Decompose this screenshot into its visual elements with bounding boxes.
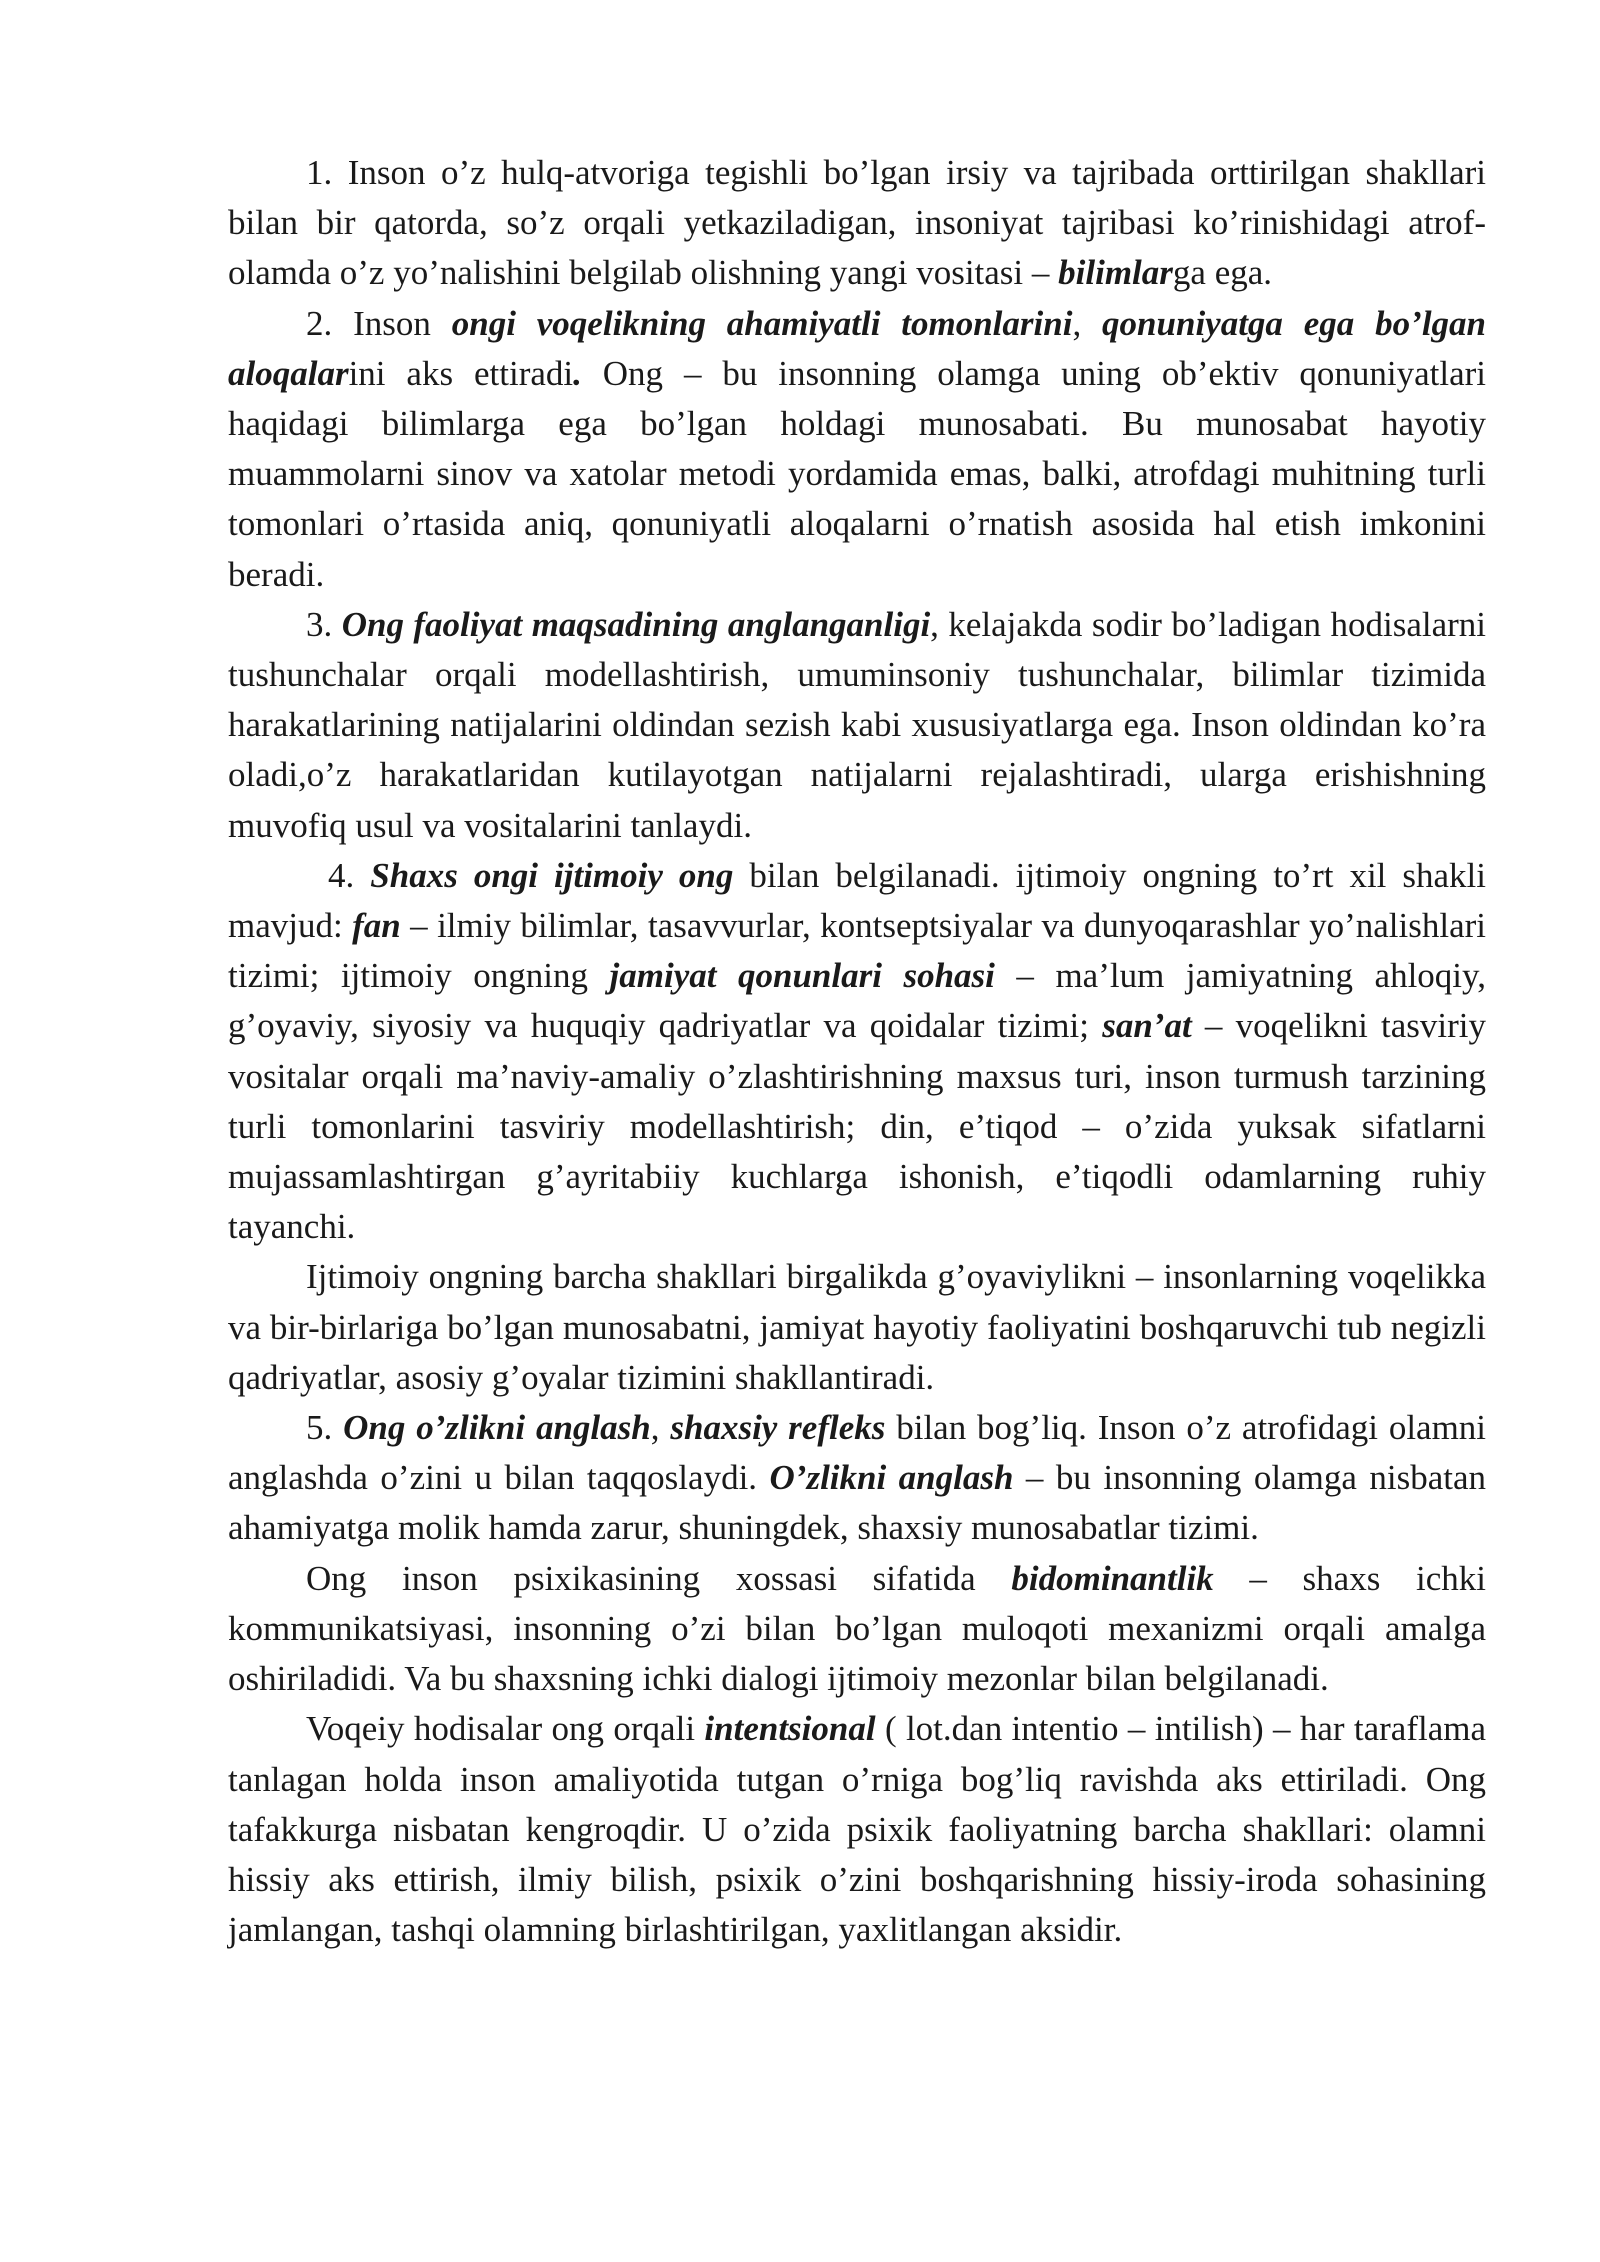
text-segment: 3. (306, 604, 342, 644)
text-segment: ( lot.dan intentio – intilish) – har taraflama tanlagan holda inson amaliyotida tutgan o’rniga bog’liq ravishda aks ettiriladi. Ong tafakkurga nisbatan kengroqdir. U o’zida psixik faoliyatning barcha shakllari: olamni hissiy aks ettirish, ilmiy bilish, psixik o’zini boshqarishning hissiy-iroda sohasining jamlangan, tashqi olamning birlashtirilgan, yaxlitlangan aksidir. (228, 1709, 1486, 1950)
text-segment: bilan belgilanadi. ijtimoiy ongning to’rt xil shakli mavjud: (228, 855, 1487, 946)
paragraph-1 (228, 148, 1486, 299)
emphasis-term: bilimlar (1058, 253, 1173, 293)
paragraph-4 (228, 851, 1486, 1253)
paragraph-6 (228, 1403, 1486, 1554)
paragraph-5 (228, 1252, 1486, 1403)
emphasis-term: . (573, 353, 582, 393)
text-segment: , (650, 1408, 671, 1448)
emphasis-term: jamiyat qonunlari sohasi (609, 956, 995, 996)
text-segment: bilan bog’liq. Inson o’z atrofidagi olamni anglashda o’zini u bilan taqqoslaydi. (228, 1408, 1487, 1498)
text-segment: , (1072, 303, 1103, 343)
text-segment: 5. (306, 1408, 344, 1448)
text-segment: 2. Inson (306, 303, 452, 343)
text-segment: – ilmiy bilimlar, tasavvurlar, kontseptsiyalar va dunyoqarashlar yo’nalishlari tizimi; ijtimoiy ongning (228, 906, 1486, 996)
emphasis-term: san’at (1102, 1006, 1192, 1046)
emphasis-term: intentsional (704, 1709, 876, 1749)
emphasis-term: O’zlikni anglash (769, 1458, 1014, 1498)
text-segment: 4. (328, 855, 371, 895)
emphasis-term: qonuniyatga ega bo’lgan aloqalar (228, 303, 1487, 393)
text-segment: – voqelikni tasviriy vositalar orqali ma’naviy-amaliy o’zlashtirishning maxsus turi, inson turmush tarzining turli tomonlarini tasviriy modellashtirish; din, e’tiqod – o’zida yuksak sifatlarni mujassamlashtirgan g’ayritabiiy kuchlarga ishonish, e’tiqodli odamlarning ruhiy tayanchi. (228, 1006, 1486, 1247)
text-segment: Ijtimoiy ongning barcha shakllari birgalikda g’oyaviylikni – insonlarning voqelikka va bir-birlariga bo’lgan munosabatni, jamiyat hayotiy faoliyatini boshqaruvchi tub negizli qadriyatlar, asosiy g’oyalar tizimini shakllantiradi. (228, 1257, 1486, 1397)
emphasis-term: Ong faoliyat maqsadining anglanganligi (341, 604, 931, 644)
emphasis-term: bidominantlik (1011, 1558, 1214, 1598)
paragraph-3 (228, 600, 1486, 851)
emphasis-term: Shaxs ongi ijtimoiy ong (370, 855, 734, 895)
emphasis-term: ongi voqelikning ahamiyatli tomonlarini (451, 303, 1073, 343)
paragraph-8 (228, 1704, 1486, 1955)
paragraph-7 (228, 1554, 1486, 1705)
emphasis-term: Ong o’zlikni anglash (343, 1408, 651, 1448)
text-segment: – shaxs ichki kommunikatsiyasi, insonning o’zi bilan bo’lgan muloqoti mexanizmi orqali amalga oshiriladidi. Va bu shaxsning ichki dialogi ijtimoiy mezonlar bilan belgilanadi. (228, 1558, 1486, 1699)
text-segment: – bu insonning olamga nisbatan ahamiyatga molik hamda zarur, shuningdek, shaxsiy munosabatlar tizimi. (228, 1458, 1487, 1548)
text-segment: ga ega. (1172, 253, 1273, 293)
paragraph-2 (228, 299, 1486, 600)
text-segment: ini aks ettiradi (348, 353, 574, 393)
text-segment: Voqeiy hodisalar ong orqali (306, 1709, 705, 1749)
document-page (228, 148, 1486, 1955)
text-segment: , kelajakda sodir bo’ladigan hodisalarni tushunchalar orqali modellashtirish, umuminsoniy tushunchalar, bilimlar tizimida harakatlarining natijalarini oldindan sezish kabi xususiyatlarga ega. Inson oldindan ko’ra oladi,o’z harakatlaridan kutilayotgan natijalarni rejalashtiradi, ularga erishishning muvofiq usul va vositalarini tanlaydi. (228, 604, 1486, 845)
text-segment: Ong inson psixikasining xossasi sifatida (306, 1558, 1012, 1598)
text-segment: Ong – bu insonning olamga uning ob’ektiv qonuniyatlari haqidagi bilimlarga ega bo’lgan holdagi munosabati. Bu munosabat hayotiy muammolarni sinov va xatolar metodi yordamida emas, balki, atrofdagi muhitning turli tomonlari o’rtasida aniq, qonuniyatli aloqalarni o’rnatish asosida hal etish imkonini beradi. (228, 353, 1486, 594)
text-segment: – ma’lum jamiyatning ahloqiy, g’oyaviy, siyosiy va huquqiy qadriyatlar va qoidalar tizimi; (228, 956, 1487, 1046)
emphasis-term: fan (352, 906, 401, 946)
emphasis-term: shaxsiy refleks (670, 1408, 886, 1448)
text-segment: 1. Inson o’z hulq-atvoriga tegishli bo’lgan irsiy va tajribada orttirilgan shakllari bilan bir qatorda, so’z orqali yetkaziladigan, insoniyat tajribasi ko’rinishidagi atrof-olamda o’z yo’nalishini belgilab olishning yangi vositasi – (228, 153, 1486, 293)
